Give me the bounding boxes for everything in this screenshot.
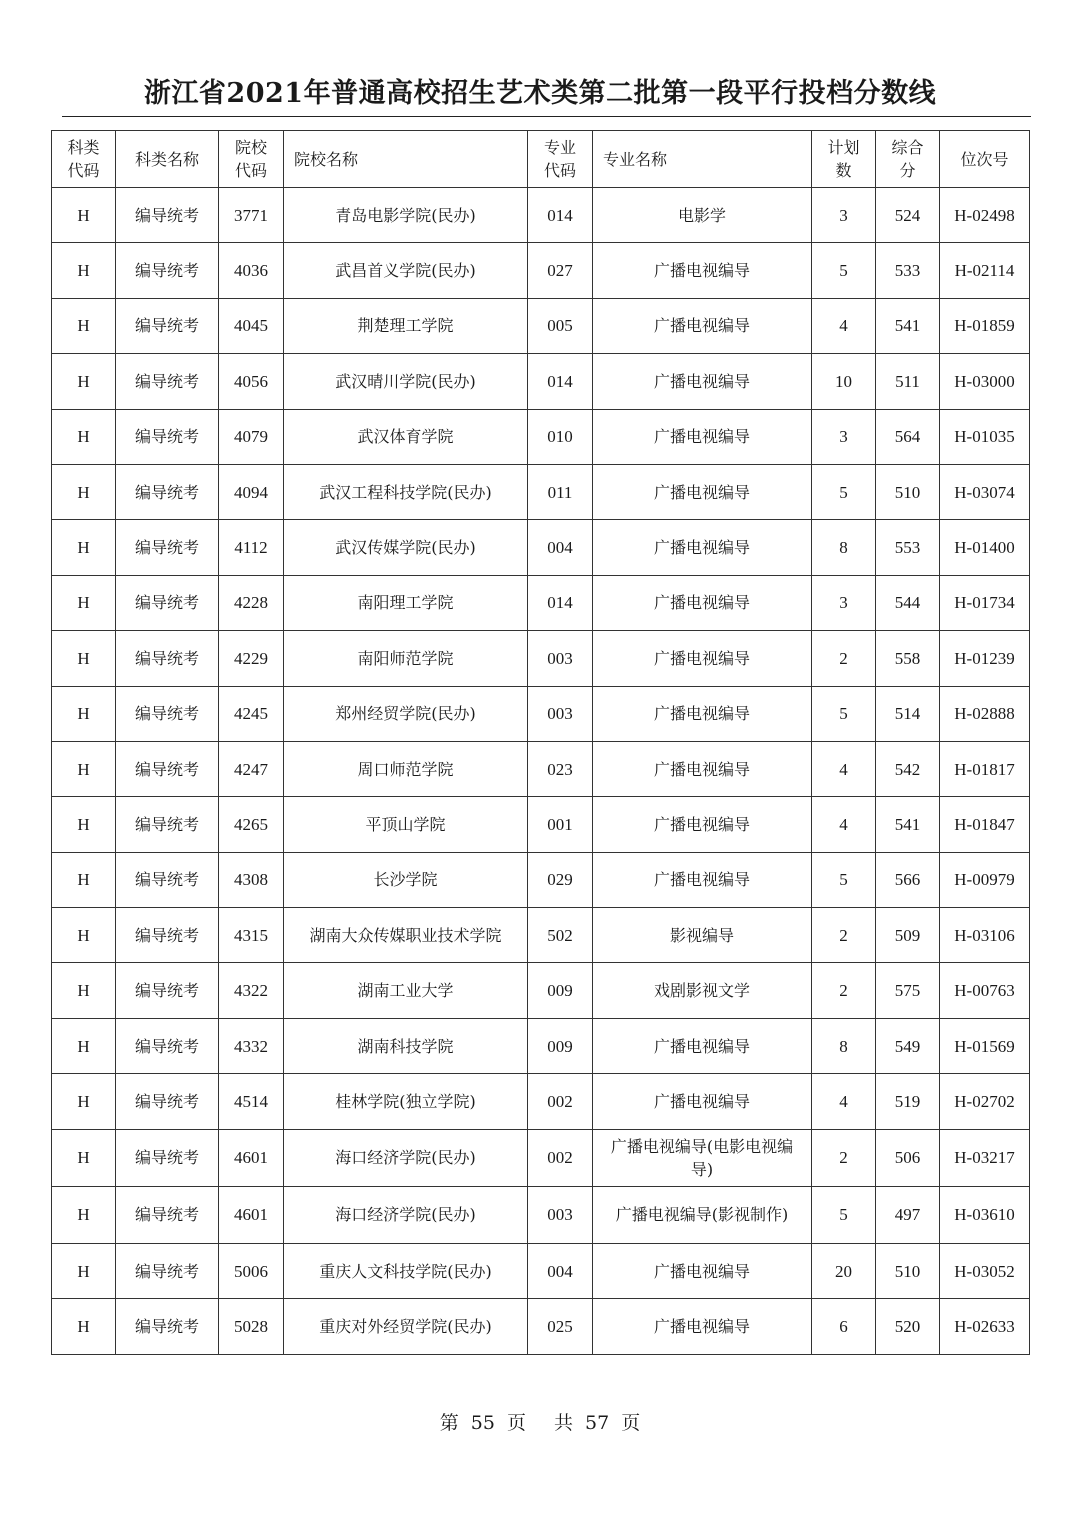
- cell-plan: 4: [812, 1074, 876, 1129]
- header-major-name: 专业名称: [593, 131, 812, 188]
- cell-category-code: H: [52, 243, 116, 298]
- cell-major-name: 广播电视编导: [593, 741, 812, 796]
- cell-rank: H-03106: [940, 908, 1030, 963]
- header-school-code: 院校代码: [219, 131, 284, 188]
- cell-school-code: 4229: [219, 631, 284, 686]
- cell-rank: H-03052: [940, 1244, 1030, 1299]
- cell-score: 520: [876, 1299, 940, 1354]
- title-underline: [62, 116, 1031, 117]
- header-score: 综合分: [876, 131, 940, 188]
- cell-major-code: 003: [528, 1186, 593, 1243]
- cell-category-name: 编导统考: [116, 464, 219, 519]
- table-row: [52, 575, 1030, 630]
- cell-category-name: 编导统考: [116, 1299, 219, 1354]
- cell-score: 506: [876, 1129, 940, 1186]
- cell-major-name: 广播电视编导: [593, 520, 812, 575]
- table-row: [52, 797, 1030, 852]
- cell-category-name: 编导统考: [116, 243, 219, 298]
- cell-school-code: 3771: [219, 188, 284, 243]
- cell-major-code: 001: [528, 797, 593, 852]
- cell-school-name: 海口经济学院(民办): [284, 1129, 528, 1186]
- cell-score: 566: [876, 852, 940, 907]
- table-row: [52, 520, 1030, 575]
- cell-school-name: 武汉晴川学院(民办): [284, 354, 528, 409]
- header-rank: 位次号: [940, 131, 1030, 188]
- cell-score: 541: [876, 298, 940, 353]
- cell-rank: H-01035: [940, 409, 1030, 464]
- cell-school-name: 荆楚理工学院: [284, 298, 528, 353]
- cell-category-code: H: [52, 298, 116, 353]
- table-row: [52, 1129, 1030, 1186]
- cell-major-name: 广播电视编导: [593, 797, 812, 852]
- cell-category-code: H: [52, 464, 116, 519]
- cell-plan: 4: [812, 298, 876, 353]
- cell-school-name: 海口经济学院(民办): [284, 1186, 528, 1243]
- cell-plan: 4: [812, 741, 876, 796]
- cell-major-code: 002: [528, 1074, 593, 1129]
- cell-category-code: H: [52, 1129, 116, 1186]
- table-row: [52, 1244, 1030, 1299]
- table-row: [52, 1018, 1030, 1073]
- cell-category-code: H: [52, 908, 116, 963]
- cell-major-name: 广播电视编导: [593, 1018, 812, 1073]
- cell-school-code: 4247: [219, 741, 284, 796]
- cell-school-name: 周口师范学院: [284, 741, 528, 796]
- cell-rank: H-03217: [940, 1129, 1030, 1186]
- cell-major-name: 广播电视编导: [593, 1074, 812, 1129]
- cell-plan: 5: [812, 464, 876, 519]
- cell-category-name: 编导统考: [116, 741, 219, 796]
- cell-school-name: 南阳师范学院: [284, 631, 528, 686]
- table-row: [52, 686, 1030, 741]
- cell-school-code: 4265: [219, 797, 284, 852]
- cell-rank: H-02702: [940, 1074, 1030, 1129]
- cell-school-name: 湖南工业大学: [284, 963, 528, 1018]
- cell-major-name: 广播电视编导: [593, 298, 812, 353]
- cell-major-name: 电影学: [593, 188, 812, 243]
- cell-major-code: 029: [528, 852, 593, 907]
- cell-score: 549: [876, 1018, 940, 1073]
- cell-category-name: 编导统考: [116, 1018, 219, 1073]
- cell-school-code: 4079: [219, 409, 284, 464]
- page-number: 第 55 页: [439, 1412, 526, 1434]
- cell-category-code: H: [52, 575, 116, 630]
- cell-score: 558: [876, 631, 940, 686]
- cell-school-name: 湖南科技学院: [284, 1018, 528, 1073]
- header-category-code: 科类代码: [52, 131, 116, 188]
- cell-category-code: H: [52, 963, 116, 1018]
- cell-rank: H-02888: [940, 686, 1030, 741]
- cell-school-code: 4315: [219, 908, 284, 963]
- cell-major-code: 004: [528, 520, 593, 575]
- cell-rank: H-01239: [940, 631, 1030, 686]
- table-row: [52, 852, 1030, 907]
- cell-school-name: 武汉工程科技学院(民办): [284, 464, 528, 519]
- cell-score: 541: [876, 797, 940, 852]
- cell-major-name: 广播电视编导(电影电视编导): [593, 1129, 812, 1186]
- cell-school-name: 长沙学院: [284, 852, 528, 907]
- cell-school-name: 武汉体育学院: [284, 409, 528, 464]
- cell-plan: 5: [812, 243, 876, 298]
- cell-category-name: 编导统考: [116, 908, 219, 963]
- cell-category-code: H: [52, 354, 116, 409]
- cell-rank: H-02633: [940, 1299, 1030, 1354]
- cell-score: 510: [876, 1244, 940, 1299]
- cell-major-code: 011: [528, 464, 593, 519]
- cell-score: 497: [876, 1186, 940, 1243]
- table-row: [52, 298, 1030, 353]
- cell-school-code: 5006: [219, 1244, 284, 1299]
- cell-score: 564: [876, 409, 940, 464]
- cell-major-code: 010: [528, 409, 593, 464]
- cell-score: 524: [876, 188, 940, 243]
- cell-school-code: 4322: [219, 963, 284, 1018]
- cell-major-code: 009: [528, 963, 593, 1018]
- cell-category-code: H: [52, 188, 116, 243]
- cell-school-code: 4514: [219, 1074, 284, 1129]
- cell-major-name: 广播电视编导: [593, 409, 812, 464]
- cell-school-code: 4094: [219, 464, 284, 519]
- cell-major-code: 502: [528, 908, 593, 963]
- cell-category-code: H: [52, 852, 116, 907]
- cell-category-name: 编导统考: [116, 298, 219, 353]
- cell-category-name: 编导统考: [116, 852, 219, 907]
- cell-school-code: 4601: [219, 1129, 284, 1186]
- cell-plan: 6: [812, 1299, 876, 1354]
- cell-major-name: 广播电视编导: [593, 464, 812, 519]
- cell-school-code: 4332: [219, 1018, 284, 1073]
- cell-plan: 2: [812, 631, 876, 686]
- cell-major-code: 005: [528, 298, 593, 353]
- cell-major-name: 广播电视编导: [593, 243, 812, 298]
- cell-category-name: 编导统考: [116, 1244, 219, 1299]
- cell-category-name: 编导统考: [116, 797, 219, 852]
- cell-plan: 8: [812, 1018, 876, 1073]
- cell-plan: 3: [812, 575, 876, 630]
- cell-rank: H-03610: [940, 1186, 1030, 1243]
- cell-rank: H-01569: [940, 1018, 1030, 1073]
- cell-school-name: 重庆对外经贸学院(民办): [284, 1299, 528, 1354]
- cell-category-name: 编导统考: [116, 409, 219, 464]
- cell-category-code: H: [52, 741, 116, 796]
- cell-rank: H-01734: [940, 575, 1030, 630]
- header-school-name: 院校名称: [284, 131, 528, 188]
- cell-major-code: 002: [528, 1129, 593, 1186]
- table-row: [52, 963, 1030, 1018]
- header-major-code: 专业代码: [528, 131, 593, 188]
- cell-school-name: 桂林学院(独立学院): [284, 1074, 528, 1129]
- header-category-name: 科类名称: [116, 131, 219, 188]
- cell-score: 553: [876, 520, 940, 575]
- table-row: [52, 1299, 1030, 1354]
- cell-major-name: 广播电视编导: [593, 1299, 812, 1354]
- cell-rank: H-03000: [940, 354, 1030, 409]
- cell-rank: H-02114: [940, 243, 1030, 298]
- cell-major-name: 广播电视编导: [593, 1244, 812, 1299]
- table-row: [52, 631, 1030, 686]
- table-row: [52, 243, 1030, 298]
- cell-score: 509: [876, 908, 940, 963]
- score-table: [51, 130, 1030, 1355]
- cell-category-code: H: [52, 1018, 116, 1073]
- cell-category-code: H: [52, 409, 116, 464]
- cell-score: 519: [876, 1074, 940, 1129]
- cell-major-code: 014: [528, 575, 593, 630]
- cell-plan: 2: [812, 1129, 876, 1186]
- cell-score: 533: [876, 243, 940, 298]
- table-row: [52, 908, 1030, 963]
- page-footer: [0, 1408, 1080, 1435]
- cell-major-name: 戏剧影视文学: [593, 963, 812, 1018]
- cell-score: 542: [876, 741, 940, 796]
- cell-school-code: 4112: [219, 520, 284, 575]
- cell-school-name: 平顶山学院: [284, 797, 528, 852]
- table-body: [52, 188, 1030, 1355]
- cell-school-code: 5028: [219, 1299, 284, 1354]
- cell-category-code: H: [52, 1244, 116, 1299]
- cell-category-name: 编导统考: [116, 686, 219, 741]
- cell-major-name: 影视编导: [593, 908, 812, 963]
- table-row: [52, 354, 1030, 409]
- cell-major-code: 003: [528, 631, 593, 686]
- cell-plan: 2: [812, 963, 876, 1018]
- cell-rank: H-01817: [940, 741, 1030, 796]
- cell-school-code: 4056: [219, 354, 284, 409]
- cell-plan: 8: [812, 520, 876, 575]
- cell-category-code: H: [52, 797, 116, 852]
- cell-major-name: 广播电视编导: [593, 575, 812, 630]
- cell-category-name: 编导统考: [116, 1074, 219, 1129]
- cell-major-code: 014: [528, 188, 593, 243]
- cell-major-code: 009: [528, 1018, 593, 1073]
- header-plan: 计划数: [812, 131, 876, 188]
- cell-category-code: H: [52, 1074, 116, 1129]
- cell-rank: H-01400: [940, 520, 1030, 575]
- cell-rank: H-02498: [940, 188, 1030, 243]
- cell-plan: 5: [812, 852, 876, 907]
- cell-category-name: 编导统考: [116, 520, 219, 575]
- cell-major-name: 广播电视编导: [593, 354, 812, 409]
- table-row: [52, 188, 1030, 243]
- cell-plan: 10: [812, 354, 876, 409]
- cell-plan: 4: [812, 797, 876, 852]
- cell-school-code: 4308: [219, 852, 284, 907]
- cell-school-name: 湖南大众传媒职业技术学院: [284, 908, 528, 963]
- cell-category-code: H: [52, 1299, 116, 1354]
- cell-school-name: 南阳理工学院: [284, 575, 528, 630]
- cell-score: 510: [876, 464, 940, 519]
- cell-category-name: 编导统考: [116, 963, 219, 1018]
- cell-major-name: 广播电视编导: [593, 852, 812, 907]
- table-header-row: [52, 131, 1030, 188]
- page-title: 浙江省2021年普通高校招生艺术类第二批第一段平行投档分数线: [143, 78, 937, 109]
- page-total: 共 57 页: [554, 1412, 641, 1434]
- cell-plan: 3: [812, 409, 876, 464]
- cell-plan: 20: [812, 1244, 876, 1299]
- cell-category-code: H: [52, 686, 116, 741]
- table-row: [52, 741, 1030, 796]
- cell-category-name: 编导统考: [116, 354, 219, 409]
- cell-plan: 2: [812, 908, 876, 963]
- cell-school-code: 4601: [219, 1186, 284, 1243]
- cell-major-code: 004: [528, 1244, 593, 1299]
- cell-school-name: 武汉传媒学院(民办): [284, 520, 528, 575]
- table-row: [52, 1186, 1030, 1243]
- table-row: [52, 464, 1030, 519]
- cell-school-code: 4245: [219, 686, 284, 741]
- cell-category-name: 编导统考: [116, 1129, 219, 1186]
- cell-score: 575: [876, 963, 940, 1018]
- cell-major-name: 广播电视编导: [593, 686, 812, 741]
- cell-major-code: 027: [528, 243, 593, 298]
- cell-rank: H-01859: [940, 298, 1030, 353]
- cell-rank: H-03074: [940, 464, 1030, 519]
- cell-category-name: 编导统考: [116, 188, 219, 243]
- cell-plan: 5: [812, 1186, 876, 1243]
- cell-major-name: 广播电视编导(影视制作): [593, 1186, 812, 1243]
- cell-score: 544: [876, 575, 940, 630]
- cell-plan: 3: [812, 188, 876, 243]
- table-row: [52, 1074, 1030, 1129]
- cell-major-name: 广播电视编导: [593, 631, 812, 686]
- cell-school-name: 青岛电影学院(民办): [284, 188, 528, 243]
- cell-school-code: 4045: [219, 298, 284, 353]
- cell-school-name: 重庆人文科技学院(民办): [284, 1244, 528, 1299]
- cell-school-name: 武昌首义学院(民办): [284, 243, 528, 298]
- cell-category-code: H: [52, 1186, 116, 1243]
- cell-major-code: 025: [528, 1299, 593, 1354]
- cell-school-code: 4036: [219, 243, 284, 298]
- table-row: [52, 409, 1030, 464]
- cell-major-code: 023: [528, 741, 593, 796]
- cell-school-code: 4228: [219, 575, 284, 630]
- cell-school-name: 郑州经贸学院(民办): [284, 686, 528, 741]
- cell-score: 514: [876, 686, 940, 741]
- cell-plan: 5: [812, 686, 876, 741]
- cell-category-name: 编导统考: [116, 631, 219, 686]
- cell-score: 511: [876, 354, 940, 409]
- cell-category-code: H: [52, 631, 116, 686]
- cell-rank: H-00979: [940, 852, 1030, 907]
- cell-rank: H-00763: [940, 963, 1030, 1018]
- cell-rank: H-01847: [940, 797, 1030, 852]
- cell-major-code: 003: [528, 686, 593, 741]
- cell-category-code: H: [52, 520, 116, 575]
- cell-major-code: 014: [528, 354, 593, 409]
- cell-category-name: 编导统考: [116, 575, 219, 630]
- cell-category-name: 编导统考: [116, 1186, 219, 1243]
